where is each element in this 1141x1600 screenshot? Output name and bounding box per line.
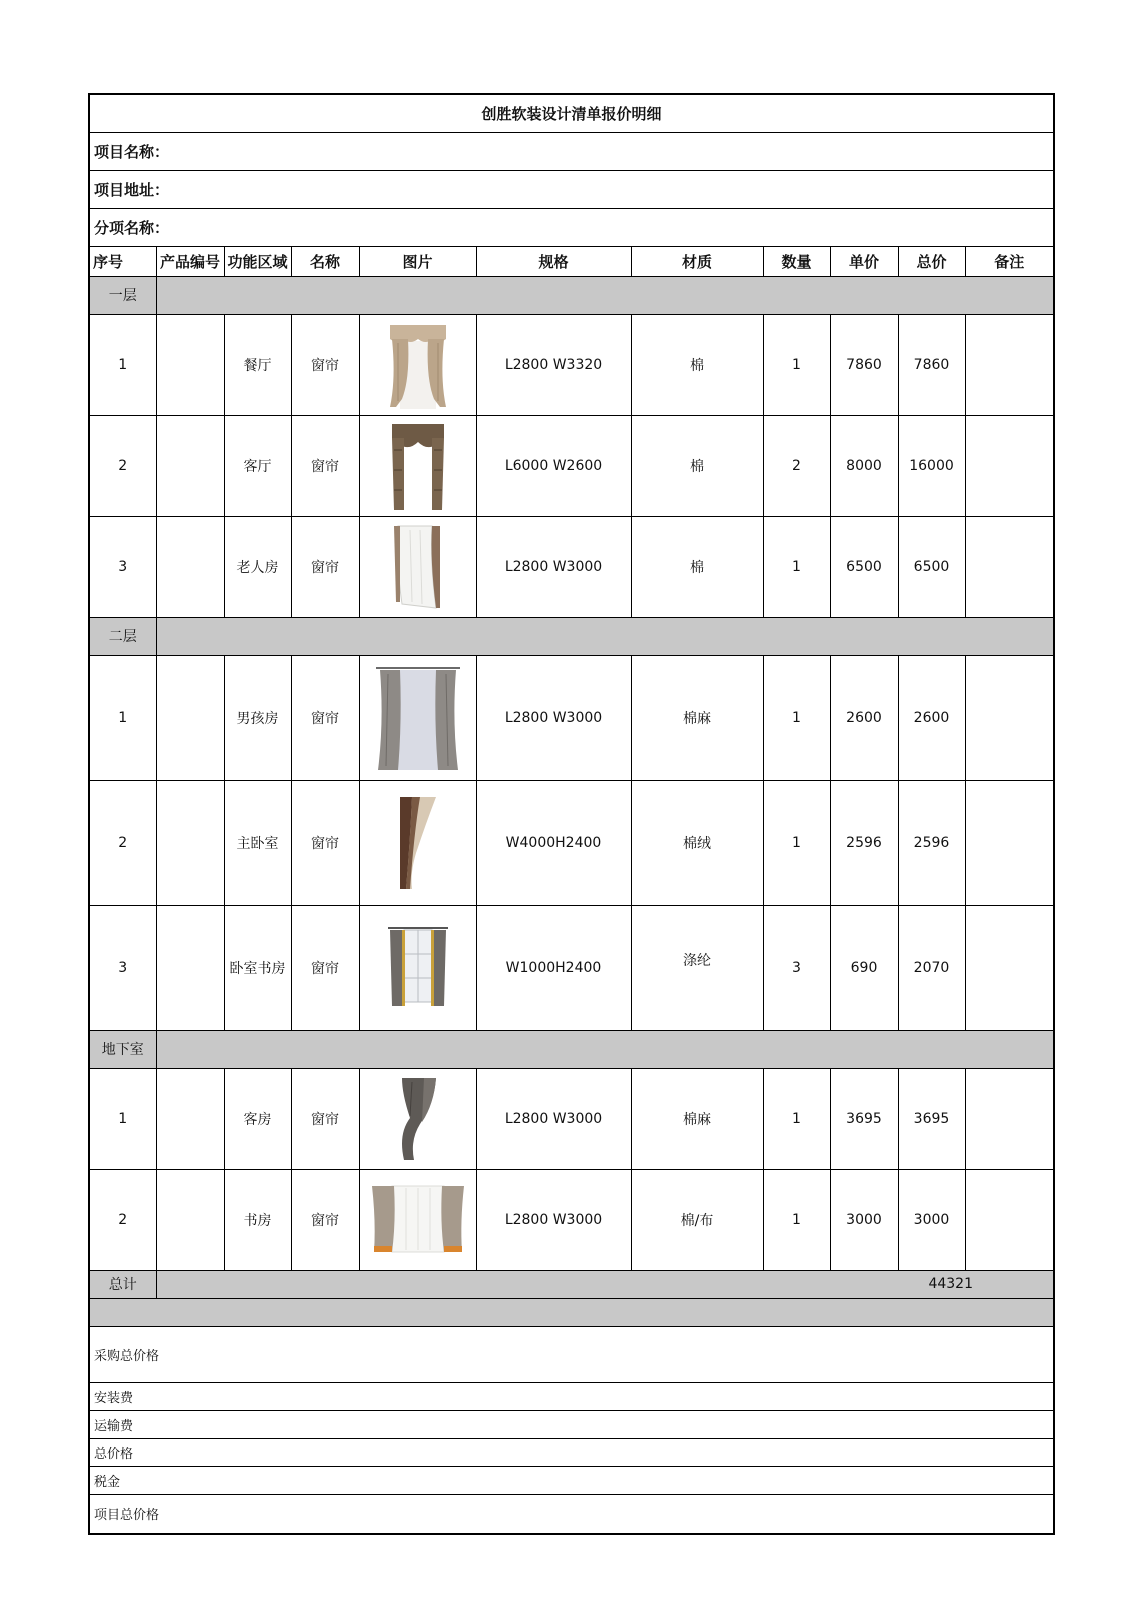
product-image	[359, 516, 476, 617]
cell-material: 棉麻	[631, 655, 763, 780]
curtain-valance-beige-icon	[386, 319, 450, 411]
cell-spec: L2800 W3000	[476, 516, 631, 617]
project-address-label: 项目地址：	[89, 170, 1054, 208]
sub-item-label: 分项名称：	[89, 208, 1054, 246]
tax-label: 税金	[89, 1466, 1054, 1494]
cell-total: 2070	[898, 905, 965, 1030]
quotation-table	[88, 93, 1055, 1535]
cell-unit-price: 2600	[830, 655, 898, 780]
cell-total: 3000	[898, 1169, 965, 1270]
floor-label: 二层	[89, 617, 156, 655]
total-row	[89, 1270, 1054, 1298]
curtain-grey-rod-icon	[372, 662, 464, 774]
col-header-name: 名称	[291, 246, 359, 276]
cell-material: 涤纶	[631, 905, 763, 1030]
col-header-qty: 数量	[763, 246, 830, 276]
cell-spec: L6000 W2600	[476, 415, 631, 516]
floor-label: 一层	[89, 276, 156, 314]
col-header-spec: 规格	[476, 246, 631, 276]
cell-unit-price: 8000	[830, 415, 898, 516]
cell-code	[156, 314, 224, 415]
product-image	[359, 1169, 476, 1270]
cell-material: 棉绒	[631, 780, 763, 905]
table-row	[89, 780, 1054, 905]
cell-code	[156, 1169, 224, 1270]
cell-code	[156, 415, 224, 516]
cell-qty: 1	[763, 1068, 830, 1169]
total-label: 总计	[89, 1270, 156, 1298]
floor-label: 地下室	[89, 1030, 156, 1068]
shipping-fee-label: 运输费	[89, 1410, 1054, 1438]
cell-no: 2	[89, 780, 156, 905]
cell-name: 窗帘	[291, 655, 359, 780]
col-header-material: 材质	[631, 246, 763, 276]
total-value: 44321	[156, 1270, 1054, 1298]
table-row	[89, 314, 1054, 415]
curtain-double-orange-icon	[370, 1182, 466, 1258]
cell-total: 7860	[898, 314, 965, 415]
table-row	[89, 1068, 1054, 1169]
cell-material: 棉麻	[631, 1068, 763, 1169]
cell-note	[965, 780, 1054, 905]
cell-code	[156, 905, 224, 1030]
cell-area: 男孩房	[224, 655, 291, 780]
cell-total: 16000	[898, 415, 965, 516]
col-header-code: 产品编号	[156, 246, 224, 276]
cell-name: 窗帘	[291, 1068, 359, 1169]
page-title: 创胜软装设计清单报价明细	[89, 94, 1054, 132]
cell-area: 餐厅	[224, 314, 291, 415]
table-row	[89, 655, 1054, 780]
cell-area: 客厅	[224, 415, 291, 516]
cell-name: 窗帘	[291, 415, 359, 516]
table-row	[89, 415, 1054, 516]
cell-area: 卧室书房	[224, 905, 291, 1030]
floor-row	[89, 276, 1054, 314]
total-price-label: 总价格	[89, 1438, 1054, 1466]
cell-total: 6500	[898, 516, 965, 617]
cell-note	[965, 314, 1054, 415]
col-header-unit-price: 单价	[830, 246, 898, 276]
col-header-total: 总价	[898, 246, 965, 276]
product-image	[359, 1068, 476, 1169]
cell-no: 1	[89, 1068, 156, 1169]
cell-total: 2600	[898, 655, 965, 780]
cell-no: 1	[89, 655, 156, 780]
cell-code	[156, 780, 224, 905]
cell-name: 窗帘	[291, 905, 359, 1030]
cell-no: 3	[89, 516, 156, 617]
floor-row	[89, 617, 1054, 655]
cell-name: 窗帘	[291, 314, 359, 415]
cell-material: 棉	[631, 415, 763, 516]
cell-unit-price: 6500	[830, 516, 898, 617]
cell-unit-price: 7860	[830, 314, 898, 415]
cell-no: 1	[89, 314, 156, 415]
cell-qty: 1	[763, 314, 830, 415]
cell-name: 窗帘	[291, 780, 359, 905]
cell-note	[965, 1068, 1054, 1169]
cell-spec: W4000H2400	[476, 780, 631, 905]
table-row	[89, 905, 1054, 1030]
cell-code	[156, 655, 224, 780]
cell-note	[965, 516, 1054, 617]
cell-total: 2596	[898, 780, 965, 905]
product-image	[359, 905, 476, 1030]
col-header-image: 图片	[359, 246, 476, 276]
floor-row	[89, 1030, 1054, 1068]
curtain-brown-tieback-icon	[396, 793, 440, 893]
cell-qty: 3	[763, 905, 830, 1030]
cell-spec: L2800 W3000	[476, 655, 631, 780]
cell-spec: L2800 W3320	[476, 314, 631, 415]
install-fee-label: 安装费	[89, 1382, 1054, 1410]
curtain-sheer-white-icon	[392, 522, 444, 612]
cell-area: 主卧室	[224, 780, 291, 905]
col-header-no: 序号	[89, 246, 156, 276]
cell-qty: 1	[763, 780, 830, 905]
cell-qty: 1	[763, 1169, 830, 1270]
curtain-dark-tieback-icon	[396, 1074, 440, 1164]
cell-material: 棉	[631, 314, 763, 415]
cell-spec: L2800 W3000	[476, 1068, 631, 1169]
cell-code	[156, 1068, 224, 1169]
cell-no: 3	[89, 905, 156, 1030]
cell-area: 客房	[224, 1068, 291, 1169]
cell-qty: 1	[763, 516, 830, 617]
cell-area: 老人房	[224, 516, 291, 617]
cell-unit-price: 3695	[830, 1068, 898, 1169]
cell-spec: W1000H2400	[476, 905, 631, 1030]
table-row	[89, 1169, 1054, 1270]
cell-code	[156, 516, 224, 617]
cell-material: 棉/布	[631, 1169, 763, 1270]
cell-unit-price: 2596	[830, 780, 898, 905]
cell-name: 窗帘	[291, 516, 359, 617]
product-image	[359, 780, 476, 905]
cell-unit-price: 3000	[830, 1169, 898, 1270]
cell-note	[965, 905, 1054, 1030]
cell-qty: 1	[763, 655, 830, 780]
cell-note	[965, 655, 1054, 780]
product-image	[359, 655, 476, 780]
curtain-window-grey-icon	[386, 924, 450, 1012]
project-name-label: 项目名称：	[89, 132, 1054, 170]
table-row	[89, 516, 1054, 617]
cell-no: 2	[89, 415, 156, 516]
cell-area: 书房	[224, 1169, 291, 1270]
cell-no: 2	[89, 1169, 156, 1270]
cell-note	[965, 415, 1054, 516]
cell-note	[965, 1169, 1054, 1270]
cell-qty: 2	[763, 415, 830, 516]
project-total-label: 项目总价格	[89, 1494, 1054, 1534]
cell-total: 3695	[898, 1068, 965, 1169]
purchase-total-label: 采购总价格	[89, 1326, 1054, 1382]
product-image	[359, 415, 476, 516]
cell-spec: L2800 W3000	[476, 1169, 631, 1270]
curtain-swag-brown-icon	[390, 420, 446, 512]
cell-unit-price: 690	[830, 905, 898, 1030]
cell-name: 窗帘	[291, 1169, 359, 1270]
col-header-note: 备注	[965, 246, 1054, 276]
header-row	[89, 246, 1054, 276]
product-image	[359, 314, 476, 415]
cell-material: 棉	[631, 516, 763, 617]
col-header-area: 功能区域	[224, 246, 291, 276]
